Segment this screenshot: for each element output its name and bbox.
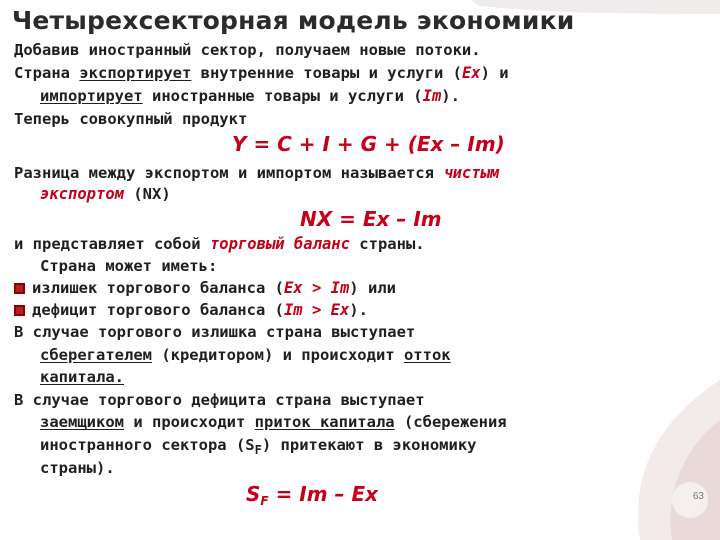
text-span: дефицит торгового баланса ( bbox=[32, 301, 284, 319]
text-line-10 bbox=[40, 345, 451, 365]
export-term: экспортирует bbox=[79, 64, 192, 82]
inflow-term: приток капитала bbox=[254, 413, 395, 431]
text-line-12 bbox=[14, 390, 425, 410]
sf-symbol: S bbox=[246, 482, 261, 506]
text-line-7 bbox=[14, 234, 425, 254]
text-span: иностранного сектора (S bbox=[40, 436, 255, 454]
bullet-icon bbox=[14, 283, 25, 294]
bullet-deficit bbox=[14, 300, 368, 320]
text-span: иностранные товары и услуги ( bbox=[142, 87, 423, 105]
text-line-8 bbox=[40, 256, 217, 276]
text-span: излишек торгового баланса ( bbox=[32, 279, 284, 297]
text-span: (кредитором) и происходит bbox=[151, 346, 404, 364]
outflow-term: отток bbox=[403, 346, 451, 364]
import-term: импортирует bbox=[40, 87, 143, 105]
surplus-condition: Ex > Im bbox=[283, 279, 350, 297]
text-span: Теперь совокупный продукт bbox=[14, 110, 248, 128]
text-span: (сбережения bbox=[394, 413, 507, 431]
sf-subscript: F bbox=[260, 494, 269, 508]
text-span: Страна bbox=[14, 64, 80, 82]
net-term: чистым bbox=[443, 164, 500, 182]
nx-formula: NX = Ex – Im bbox=[300, 207, 442, 231]
text-span: ). bbox=[349, 301, 368, 319]
text-line-6 bbox=[40, 184, 171, 204]
bullet-surplus bbox=[14, 278, 396, 298]
slide-title: Четырехсекторная модель экономики bbox=[12, 6, 575, 35]
export-net-term: экспортом bbox=[40, 185, 124, 203]
text-span: и представляет собой bbox=[14, 235, 210, 253]
text-span: Страна может иметь: bbox=[40, 257, 218, 275]
sf-formula bbox=[246, 482, 378, 508]
text-line-14 bbox=[40, 435, 477, 460]
text-line-13 bbox=[40, 412, 507, 432]
text-line-9 bbox=[14, 322, 415, 342]
im-symbol: Im bbox=[422, 87, 442, 105]
text-line-4 bbox=[14, 109, 247, 129]
text-span: страны). bbox=[40, 459, 115, 477]
text-span: ) или bbox=[349, 279, 396, 297]
text-span: внутренние товары и услуги ( bbox=[191, 64, 462, 82]
text-span: В случае торгового излишка страна выступает bbox=[14, 323, 416, 341]
intro-text: Добавив иностранный сектор, получаем новые потоки. bbox=[14, 41, 481, 59]
gdp-formula: Y = C + I + G + (Ex – Im) bbox=[232, 132, 505, 156]
text-span: ). bbox=[441, 87, 460, 105]
text-line-15 bbox=[40, 458, 115, 478]
text-line-1 bbox=[14, 40, 481, 60]
page-number: 63 bbox=[692, 491, 704, 502]
text-line-5 bbox=[14, 163, 499, 183]
text-line-2 bbox=[14, 63, 509, 83]
text-span: страны. bbox=[349, 235, 425, 253]
text-span: ) притекают в экономику bbox=[261, 436, 477, 454]
text-span: (NX) bbox=[124, 185, 171, 203]
ex-symbol: Ex bbox=[461, 64, 481, 82]
text-span: и происходит bbox=[124, 413, 255, 431]
text-span: ) и bbox=[480, 64, 509, 82]
subscript-f: F bbox=[254, 443, 262, 457]
borrower-term: заемщиком bbox=[40, 413, 124, 431]
text-span: В случае торгового дефицита страна выступает bbox=[14, 391, 425, 409]
capital-term: капитала. bbox=[40, 368, 124, 386]
text-line-11 bbox=[40, 367, 124, 387]
text-span: Разница между экспортом и импортом называется bbox=[14, 164, 444, 182]
saver-term: сберегателем bbox=[40, 346, 152, 364]
text-line-3 bbox=[40, 86, 460, 106]
bullet-icon bbox=[14, 305, 25, 316]
deficit-condition: Im > Ex bbox=[283, 301, 350, 319]
sf-rest: = Im – Ex bbox=[268, 482, 379, 506]
trade-balance-term: торговый баланс bbox=[209, 235, 350, 253]
